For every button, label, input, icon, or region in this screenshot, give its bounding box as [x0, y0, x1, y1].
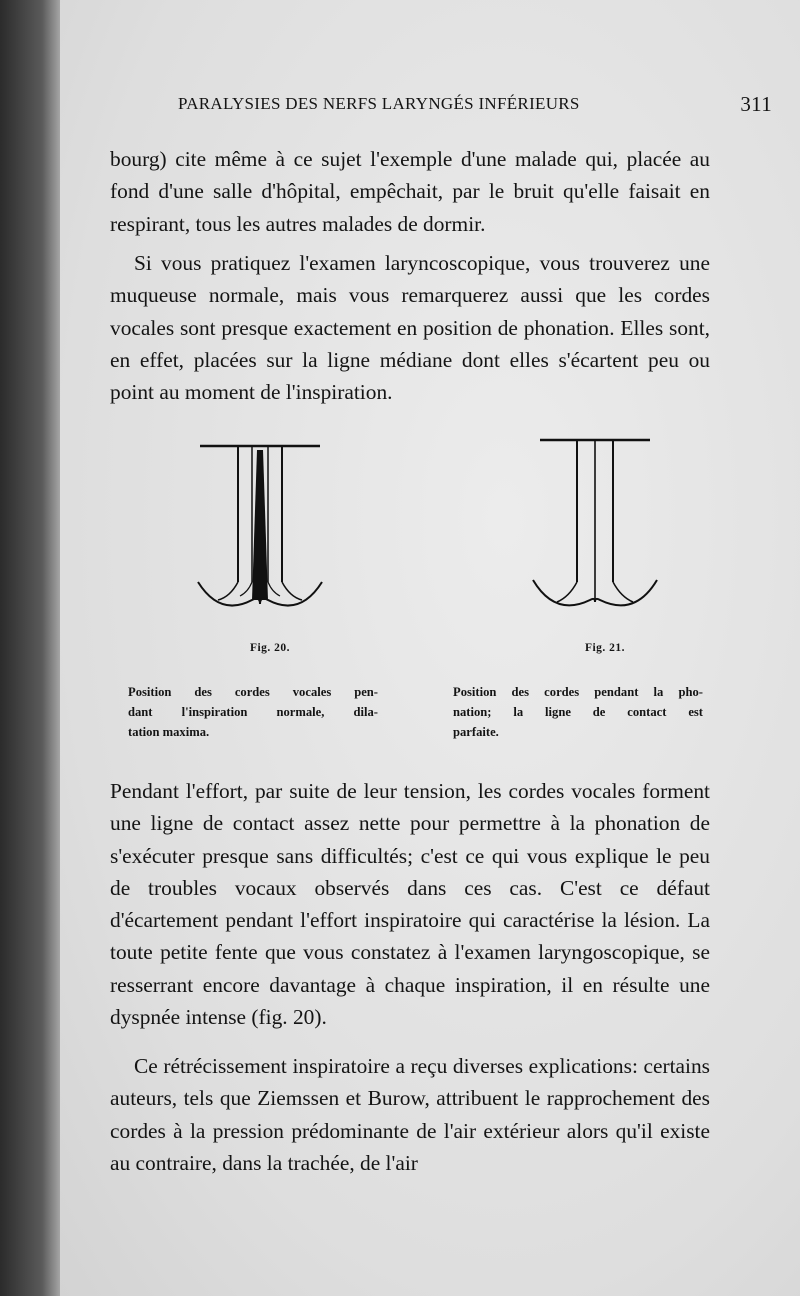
figure-21-label: Fig. 21. — [584, 642, 626, 654]
figure-21-caption-line: parfaite. — [453, 725, 499, 739]
figure-20-caption — [128, 682, 378, 742]
figure-21 — [525, 432, 665, 617]
paragraph-3: Pendant l'effort, par suite de leur tension, les cordes vocales forment une ligne de contact assez nette pour permettre à la phonation de s'exécuter presque sans difficultés; c'est ce qui vous explique le peu de troubles vocaux observés dans ces cas. C'est ce défaut d'écartement pendant l'effort inspiratoire qui caractérise la lésion. La toute petite fente que vous constatez à l'examen laryngoscopique, se resserrant encore davantage à chaque inspiration, il en résulte une dyspnée intense (fig. 20). — [110, 779, 710, 1030]
figure-20 — [190, 432, 330, 617]
figure-21-glottis-diagram — [525, 432, 665, 617]
figure-20-label: Fig. 20. — [249, 642, 291, 654]
figure-21-caption-line: nation; la ligne de contact est — [453, 705, 703, 719]
figure-20-glottis-diagram — [190, 432, 330, 617]
figure-21-caption — [453, 682, 703, 742]
figure-20-caption-line: dant l'inspiration normale, dila- — [128, 705, 378, 719]
paragraph-1: bourg) cite même à ce sujet l'exemple d'une malade qui, placée au fond d'une salle d'hôpital, empêchait, par le bruit qu'elle faisait en respirant, tous les autres malades de dormir. — [110, 147, 710, 236]
page-number: 311 — [740, 92, 772, 116]
figure-20-caption-line: tation maxima. — [128, 725, 210, 739]
running-title: PARALYSIES DES NERFS LARYNGÉS INFÉRIEURS — [178, 94, 580, 113]
paragraph-4: Ce rétrécissement inspiratoire a reçu diverses explications: certains auteurs, tels que Ziemssen et Burow, attribuent le rapprochement des cordes à la pression prédominante de l'air extérieur alors qu'il existe au contraire, dans la trachée, de l'air — [110, 1054, 710, 1175]
figure-20-caption-line: Position des cordes vocales pen- — [128, 685, 378, 699]
figure-block — [120, 432, 720, 762]
book-page — [60, 0, 800, 1296]
paragraph-2: Si vous pratiquez l'examen laryncoscopique, vous trouverez une muqueuse normale, mais vous remarquerez aussi que les cordes vocales sont presque exactement en position de phonation. Elles sont, en effet, placées sur la ligne médiane dont elles s'écartent peu ou point au moment de l'inspiration. — [110, 251, 710, 405]
figure-21-caption-line: Position des cordes pendant la pho- — [453, 685, 703, 699]
